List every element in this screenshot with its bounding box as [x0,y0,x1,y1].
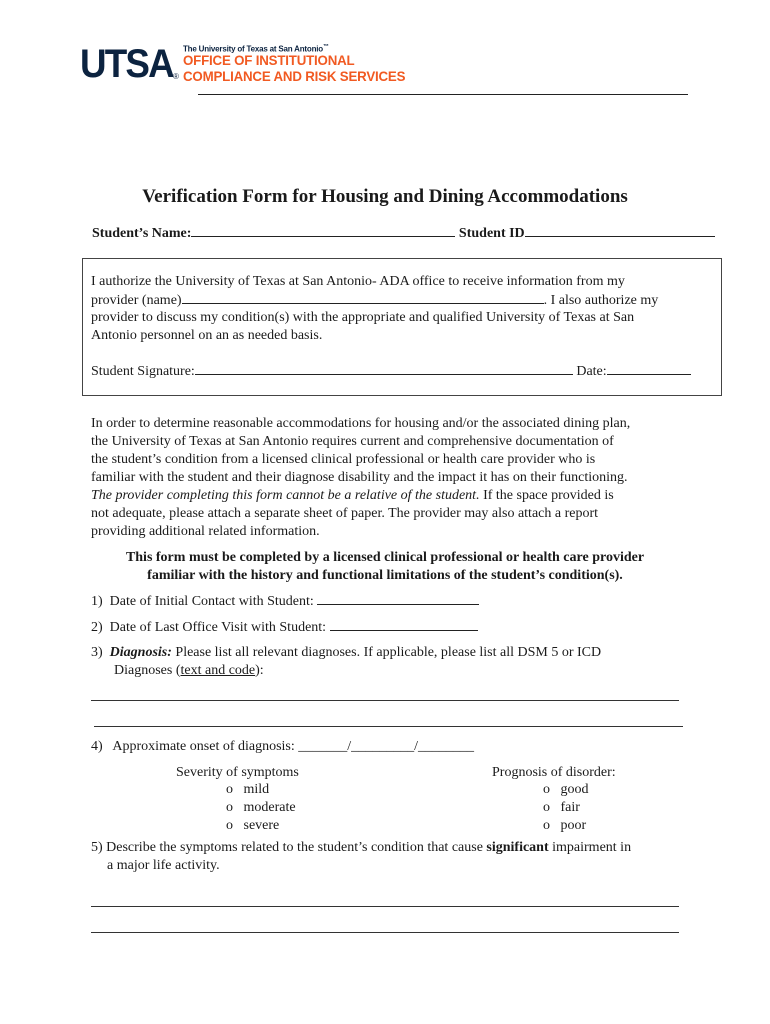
q4-number: 4) [91,739,103,754]
q4-label: Approximate onset of diagnosis: [112,739,295,754]
intro-line-6: not adequate, please attach a separate sheet of paper. The provider may also attach a report [91,506,599,521]
notice-line-1: This form must be completed by a licensed clinical professional or health care provider [125,550,645,565]
intro-line-1: In order to determine reasonable accommodations for housing and/or the associated dining plan, [91,416,631,431]
question-4 [91,738,474,756]
q5-significant: significant [486,840,549,855]
question-5 [91,839,631,857]
student-name-label: Student’s Name: [92,226,192,241]
auth-line-1: I authorize the University of Texas at San Antonio- ADA office to receive information from my [91,274,625,289]
student-id-label: Student ID [458,226,525,241]
severity-option-severe[interactable] [226,817,279,835]
prognosis-option-fair[interactable] [543,799,580,817]
radio-bullet-icon: o [543,818,550,833]
q3-line2-start: Diagnoses ( [114,663,181,678]
form-title: Verification Form for Housing and Dining Accommodations [142,186,628,207]
question-3-line-2 [114,662,264,680]
auth-line-2 [91,291,658,310]
intro-line-5 [91,487,614,505]
question-3 [91,644,601,662]
q3-instructions: Please list all relevant diagnoses. If applicable, please list all DSM 5 or ICD [171,645,602,660]
logo-office-line2: COMPLIANCE AND RISK SERVICES [183,68,406,84]
signature-date-field[interactable] [607,362,691,375]
auth-line-2-end: . I also authorize my [543,293,659,308]
severity-option-label: moderate [243,800,296,815]
signature-field[interactable] [195,362,573,375]
prognosis-option-poor[interactable] [543,817,586,835]
prognosis-option-label: good [560,782,589,797]
radio-bullet-icon: o [226,818,233,833]
q5-text-end: impairment in [548,840,632,855]
onset-date-field[interactable]: _______/_________/________ [298,739,475,754]
prognosis-option-label: fair [560,800,580,815]
q5-text-start: 5) Describe the symptoms related to the student’s condition that cause [91,840,487,855]
prognosis-option-label: poor [560,818,587,833]
intro-line-5-rest: If the space provided is [479,488,614,503]
date-label: Date: [576,364,607,379]
auth-line-3: provider to discuss my condition(s) with the appropriate and qualified University of Texas at San [91,310,635,325]
student-name-field[interactable] [191,224,455,237]
signature-row [91,362,691,381]
q3-diagnosis-label: Diagnosis: [109,645,172,660]
question-1 [91,592,479,611]
severity-label: Severity of symptoms [176,765,299,780]
auth-line-4: Antonio personnel on an as needed basis. [91,328,323,343]
intro-line-3: the student’s condition from a licensed clinical professional or health care provider who is [91,452,596,467]
q2-number: 2) [91,620,103,635]
diagnosis-answer-line-1[interactable] [91,700,679,701]
symptoms-answer-line-2[interactable] [91,932,679,933]
question-2 [91,618,478,637]
header-rule [198,94,688,95]
radio-bullet-icon: o [226,800,233,815]
notice-line-2: familiar with the history and functional limitations of the student’s condition(s). [147,568,623,583]
q2-label: Date of Last Office Visit with Student: [109,620,327,635]
signature-label: Student Signature: [91,364,195,379]
prognosis-option-good[interactable] [543,781,589,799]
last-visit-date-field[interactable] [330,618,478,631]
severity-option-mild[interactable] [226,781,269,799]
provider-name-field[interactable] [182,291,544,304]
severity-option-label: severe [243,818,280,833]
symptoms-answer-line-1[interactable] [91,906,679,907]
radio-bullet-icon: o [543,800,550,815]
intro-line-4: familiar with the student and their diagnose disability and the impact it has on their functioning. [91,470,628,485]
q1-label: Date of Initial Contact with Student: [109,594,314,609]
q1-number: 1) [91,594,103,609]
intro-line-2: the University of Texas at San Antonio requires current and comprehensive documentation of [91,434,614,449]
intro-line-7: providing additional related information. [91,524,320,539]
student-id-field[interactable] [525,224,715,237]
q3-line2-end: ): [255,663,264,678]
registered-mark: ® [173,72,179,81]
logo-office-line1: OFFICE OF INSTITUTIONAL [183,52,355,68]
diagnosis-answer-line-2[interactable] [94,726,683,727]
student-name-row [92,224,715,242]
severity-option-label: mild [243,782,270,797]
question-5-line-2: a major life activity. [107,858,220,873]
logo-university-text: The University of Texas at San Antonio [183,44,323,54]
relative-warning: The provider completing this form cannot be a relative of the student. [91,488,480,503]
radio-bullet-icon: o [226,782,233,797]
provider-name-label: provider (name) [91,293,182,308]
prognosis-label: Prognosis of disorder: [492,765,616,780]
trademark-mark: ™ [322,44,329,50]
severity-option-moderate[interactable] [226,799,296,817]
radio-bullet-icon: o [543,782,550,797]
initial-contact-date-field[interactable] [317,592,479,605]
utsa-logo-mark: UTSA [80,42,173,86]
q3-text-and-code: text and code [180,663,256,678]
q3-number: 3) [91,645,103,660]
